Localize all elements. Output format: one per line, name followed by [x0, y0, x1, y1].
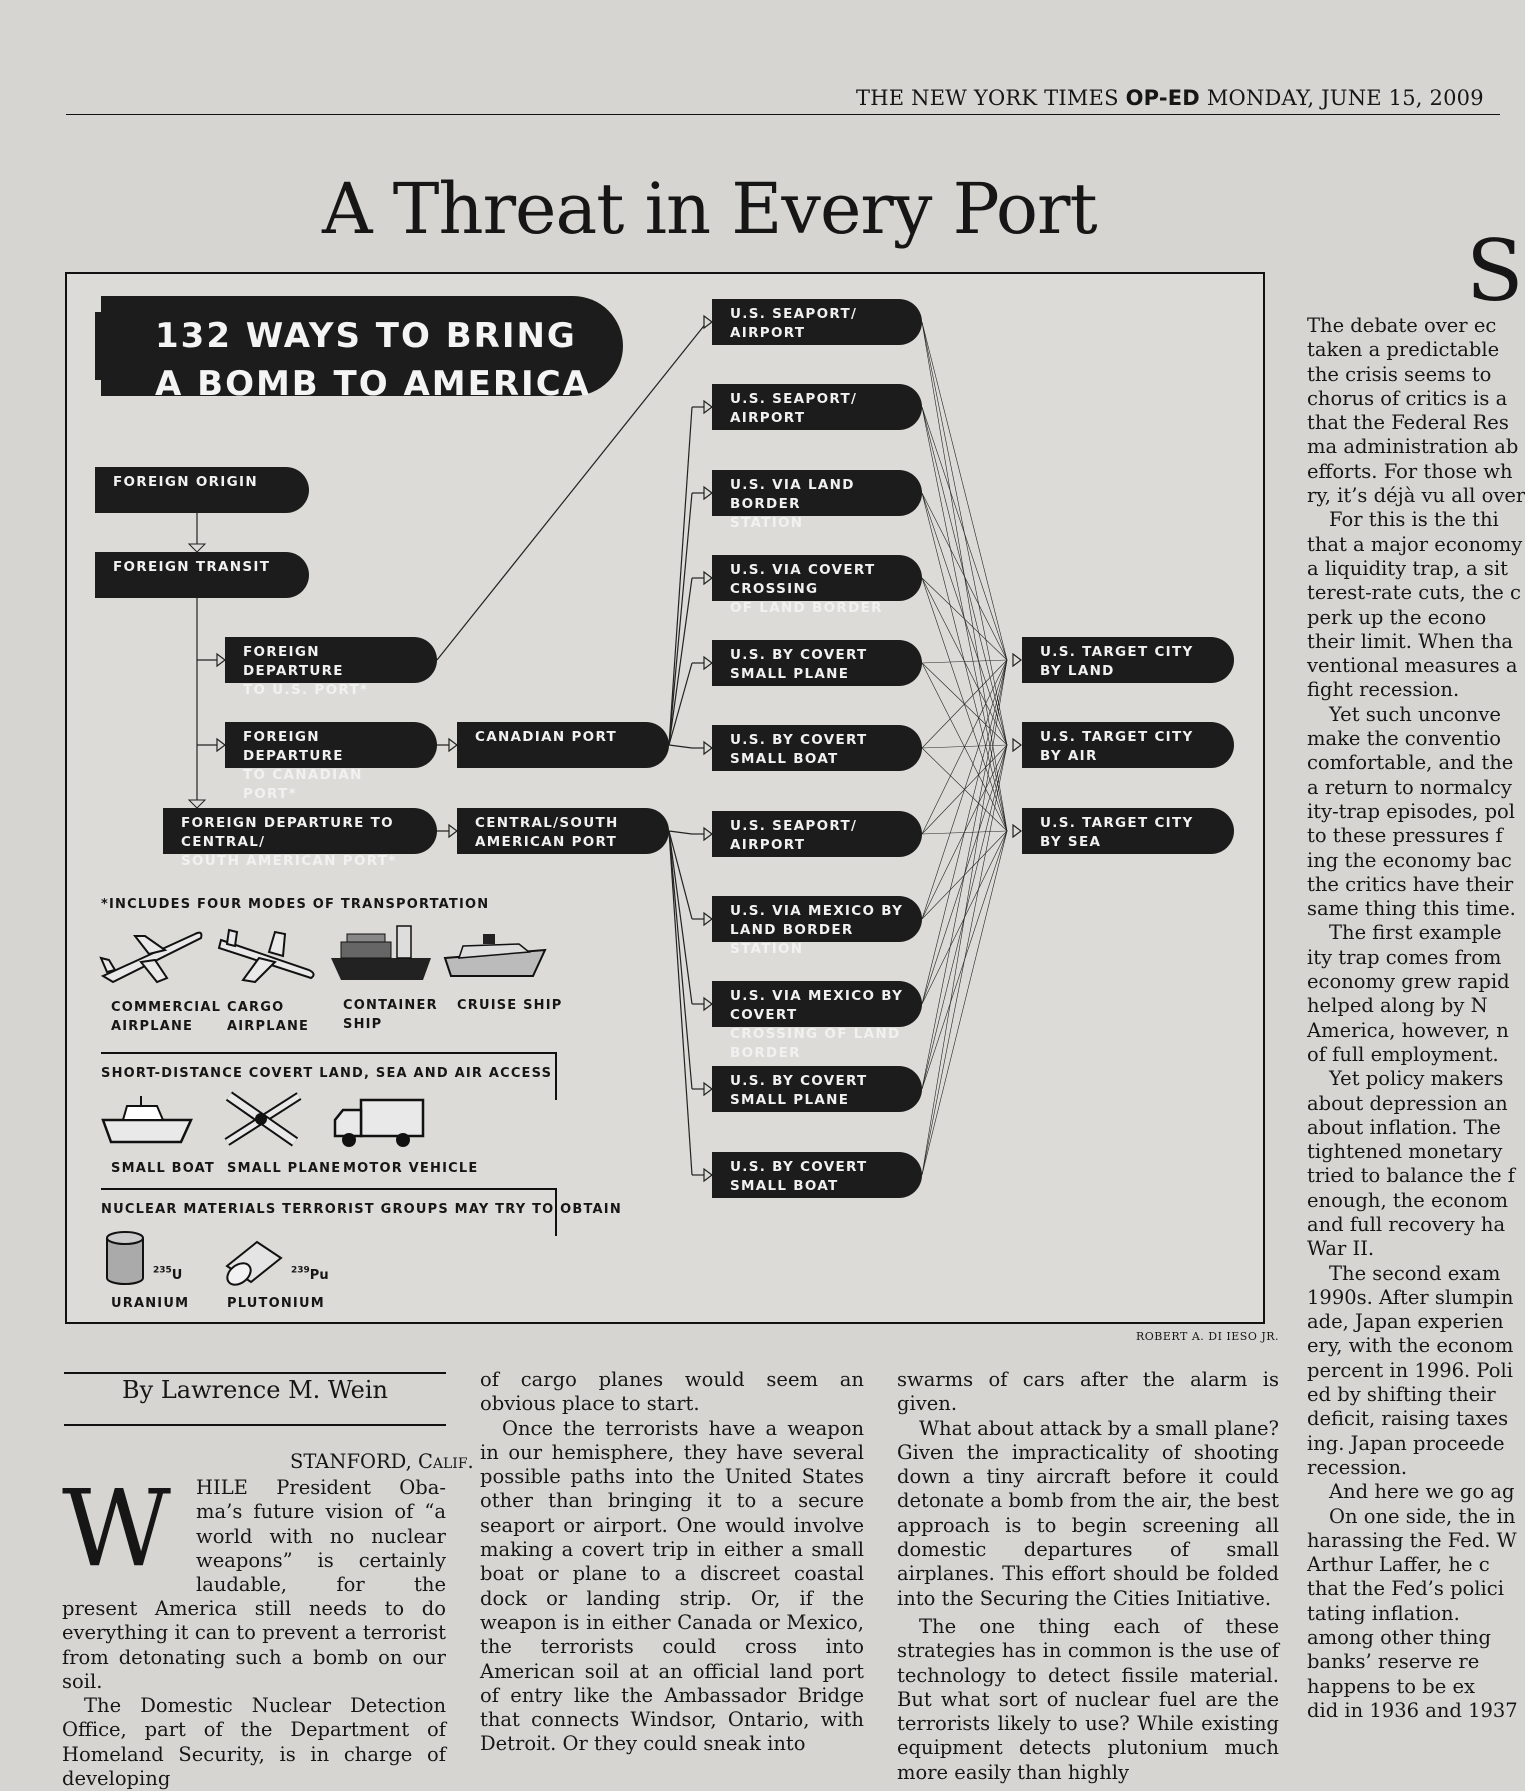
connector-line — [669, 831, 692, 1175]
adjacent-line: For this is the thi — [1329, 508, 1499, 532]
connector-line — [922, 660, 1007, 1089]
uranium-symbol: U — [171, 1268, 183, 1283]
small-boat-icon — [101, 1094, 193, 1146]
connector-line — [922, 493, 1007, 660]
connector-line — [922, 578, 1007, 831]
adjacent-line: perk up the econo — [1307, 605, 1487, 629]
legend-title: *INCLUDES FOUR MODES OF TRANSPORTATION — [101, 897, 490, 912]
adjacent-line: Yet policy makers — [1329, 1067, 1504, 1091]
arrowhead — [449, 825, 457, 837]
masthead-text — [856, 86, 1484, 110]
short-label-vehicle: MOTOR VEHICLE — [343, 1161, 479, 1176]
connector-line — [669, 745, 692, 748]
adjacent-line: terest-rate cuts, the c — [1307, 581, 1521, 605]
arrowhead — [704, 913, 712, 925]
arrowhead — [704, 401, 712, 413]
connector-line — [669, 578, 692, 745]
adjacent-line: banks’ reserve re — [1307, 1650, 1480, 1674]
connector-line — [922, 660, 1007, 1175]
connector-line — [922, 831, 1007, 1175]
arrowhead — [704, 998, 712, 1010]
short-label-boat: SMALL BOAT — [111, 1161, 215, 1176]
issue-date: MONDAY, JUNE 15, 2009 — [1206, 86, 1484, 110]
node-entry-point: U.S. SEAPORT/ AIRPORT — [712, 384, 922, 430]
adjacent-line: recession. — [1307, 1455, 1408, 1479]
arrowhead — [704, 1169, 712, 1181]
node-foreign-transit: FOREIGN TRANSIT — [95, 552, 309, 598]
adjacent-line: tating inflation. — [1307, 1601, 1460, 1625]
adjacent-line: that a major economy — [1307, 532, 1523, 556]
node-entry-point: U.S. SEAPORT/ AIRPORT — [712, 299, 922, 345]
container-ship-icon — [329, 920, 433, 984]
lead-line: HILE President Oba- — [196, 1476, 446, 1499]
adjacent-line: the crisis seems to — [1307, 362, 1492, 386]
adjacent-line: On one side, the in — [1329, 1504, 1516, 1528]
lead-line: laudable, for the — [196, 1573, 446, 1597]
adjacent-line: taken a predictable — [1307, 338, 1500, 362]
connector-line — [669, 831, 692, 834]
adjacent-line: same thing this time. — [1307, 897, 1516, 921]
dateline: STANFORD, Calif. — [290, 1450, 474, 1473]
adjacent-line: ventional measures a — [1307, 654, 1518, 678]
lead-line: world with no nuclear — [196, 1524, 446, 1548]
adjacent-line: helped along by N — [1307, 994, 1488, 1018]
adjacent-line: ry, it’s déjà vu all over — [1307, 484, 1525, 508]
adjacent-line: ade, Japan experien — [1307, 1310, 1504, 1334]
motor-vehicle-icon — [331, 1096, 427, 1152]
paragraph: present America still needs to do everything it can to prevent a terrorist from detonating such a bomb on our soil. — [62, 1597, 446, 1693]
node-entry-point: U.S. VIA LAND BORDER STATION — [712, 470, 922, 516]
node-target-city: U.S. TARGET CITY BY AIR — [1022, 722, 1234, 768]
connector-line — [922, 660, 1007, 834]
plutonium-mass-number: 239 — [291, 1265, 310, 1276]
graphic-title: 132 WAYS TO BRING A BOMB TO AMERICA — [155, 316, 591, 404]
headline: A Threat in Every Port — [322, 168, 1097, 250]
masthead — [66, 82, 1500, 115]
node-target-city: U.S. TARGET CITY BY LAND — [1022, 637, 1234, 683]
adjacent-line: a liquidity trap, a sit — [1307, 556, 1508, 580]
arrowhead — [189, 800, 205, 808]
adjacent-line: tightened monetary — [1307, 1140, 1503, 1164]
legend-divider-2 — [101, 1188, 555, 1190]
node-foreign-origin: FOREIGN ORIGIN — [95, 467, 309, 513]
legend-divider-1 — [101, 1052, 555, 1054]
commercial-airplane-icon — [97, 926, 207, 986]
flow-graphic — [65, 272, 1265, 1324]
connector-line — [669, 407, 692, 745]
plutonium-symbol: Pu — [309, 1268, 329, 1283]
adjacent-line: ma administration ab — [1307, 435, 1519, 459]
mode-label-cruise: CRUISE SHIP — [457, 998, 563, 1013]
adjacent-line: that the Fed’s polici — [1307, 1577, 1504, 1601]
adjacent-line: ery, with the econom — [1307, 1334, 1514, 1358]
arrowhead — [704, 742, 712, 754]
connector-line — [669, 831, 692, 1004]
adjacent-line: War II. — [1307, 1237, 1375, 1261]
node-latam-port: CENTRAL/SOUTH AMERICAN PORT — [457, 808, 669, 854]
adjacent-line: ity-trap episodes, pol — [1307, 799, 1516, 823]
adjacent-line: the critics have their — [1307, 872, 1514, 896]
adjacent-line: and full recovery ha — [1307, 1212, 1506, 1236]
node-departure-us: FOREIGN DEPARTURE TO U.S. PORT* — [225, 637, 437, 683]
node-departure-latam: FOREIGN DEPARTURE TO CENTRAL/ SOUTH AMERICAN PORT* — [163, 808, 437, 854]
adjacent-line: that the Federal Res — [1307, 411, 1509, 435]
small-plane-icon — [215, 1086, 311, 1152]
connector-line — [922, 578, 1007, 660]
arrowhead — [704, 828, 712, 840]
adjacent-line: happens to be ex — [1307, 1674, 1475, 1698]
column-1 — [62, 1597, 446, 1791]
adjacent-line: America, however, n — [1307, 1018, 1509, 1042]
mode-label-container: CONTAINER SHIP — [343, 998, 438, 1032]
arrowhead — [704, 657, 712, 669]
adjacent-line: a return to normalcy — [1307, 775, 1512, 799]
connector-line — [922, 745, 1007, 1175]
adjacent-line: deficit, raising taxes — [1307, 1407, 1509, 1431]
column-2 — [480, 1368, 864, 1757]
connector-line — [922, 660, 1007, 1004]
paper-name: THE NEW YORK TIMES — [856, 86, 1119, 110]
node-entry-point: U.S. BY COVERT SMALL PLANE — [712, 1066, 922, 1112]
node-entry-point: U.S. SEAPORT/ AIRPORT — [712, 811, 922, 857]
adjacent-line: efforts. For those wh — [1307, 459, 1513, 483]
adjacent-line: And here we go ag — [1329, 1480, 1515, 1504]
adjacent-line: comfortable, and the — [1307, 751, 1514, 775]
node-entry-point: U.S. VIA MEXICO BY LAND BORDER STATION — [712, 896, 922, 942]
byline-rule-top — [64, 1372, 446, 1374]
material-label-plutonium: PLUTONIUM — [227, 1296, 325, 1311]
legend-divider-1-tick — [555, 1052, 557, 1100]
adjacent-line: their limit. When tha — [1307, 629, 1514, 653]
plutonium-cylinder-icon — [217, 1236, 287, 1286]
graphic-credit: ROBERT A. DI IESO JR. — [1136, 1330, 1280, 1343]
connector-line — [922, 660, 1007, 748]
adjacent-line: among other thing — [1307, 1626, 1491, 1650]
column-3 — [897, 1368, 1279, 1785]
node-entry-point: U.S. BY COVERT SMALL BOAT — [712, 1152, 922, 1198]
section-name: OP-ED — [1125, 86, 1200, 110]
adjacent-line: tried to balance the f — [1307, 1164, 1515, 1188]
byline-rule-bottom — [64, 1424, 446, 1426]
adjacent-line: ity trap comes from — [1307, 945, 1502, 969]
cargo-airplane-icon — [213, 926, 323, 986]
adjacent-line: percent in 1996. Poli — [1307, 1358, 1513, 1382]
lead-line: weapons” is certainly — [196, 1548, 446, 1572]
cruise-ship-icon — [443, 928, 547, 982]
adjacent-article-column — [1307, 314, 1525, 1723]
short-label-plane: SMALL PLANE — [227, 1161, 342, 1176]
adjacent-line: Arthur Laffer, he c — [1307, 1553, 1490, 1577]
short-access-title: SHORT-DISTANCE COVERT LAND, SEA AND AIR ACCESS — [101, 1066, 553, 1081]
adjacent-line: ing. Japan proceede — [1307, 1431, 1505, 1455]
node-target-city: U.S. TARGET CITY BY SEA — [1022, 808, 1234, 854]
paragraph: The Domestic Nuclear Detection Office, part of the Department of Homeland Security, is in charge of developing — [62, 1694, 446, 1791]
uranium-mass-number: 235 — [153, 1265, 172, 1276]
adjacent-line: fight recession. — [1307, 678, 1460, 702]
adjacent-line: 1990s. After slumpin — [1307, 1285, 1514, 1309]
adjacent-line: economy grew rapid — [1307, 970, 1510, 994]
adjacent-line: enough, the econom — [1307, 1188, 1508, 1212]
node-entry-point: U.S. VIA MEXICO BY COVERT CROSSING OF LAND BORDER — [712, 981, 922, 1027]
arrowhead — [704, 1083, 712, 1095]
adjacent-line: chorus of critics is a — [1307, 386, 1508, 410]
adjacent-dropcap: S — [1466, 222, 1524, 320]
dropcap: W — [62, 1467, 171, 1590]
adjacent-line: The debate over ec — [1307, 314, 1497, 337]
arrowhead — [1013, 825, 1021, 837]
adjacent-line: ing the economy bac — [1307, 848, 1512, 872]
mode-label-commercial: COMMERCIAL AIRPLANE — [111, 1000, 222, 1034]
materials-title: NUCLEAR MATERIALS TERRORIST GROUPS MAY TRY TO OBTAIN — [101, 1202, 622, 1217]
adjacent-line: The first example — [1329, 921, 1502, 945]
adjacent-line: did in 1936 and 1937 — [1307, 1698, 1518, 1722]
uranium-cylinder-icon — [103, 1230, 147, 1286]
paragraph: of cargo planes would seem an obvious place to start. — [480, 1368, 864, 1416]
byline: By Lawrence M. Wein — [122, 1376, 388, 1404]
arrowhead — [704, 487, 712, 499]
arrowhead — [1013, 654, 1021, 666]
adjacent-line: make the conventio — [1307, 727, 1501, 751]
adjacent-line: ed by shifting their — [1307, 1383, 1496, 1407]
adjacent-line: to these pressures f — [1307, 824, 1503, 848]
node-canadian-port: CANADIAN PORT — [457, 722, 669, 768]
plutonium-isotope — [291, 1264, 329, 1283]
uranium-isotope — [153, 1264, 182, 1283]
paragraph: swarms of cars after the alarm is given. — [897, 1368, 1279, 1416]
arrowhead — [217, 654, 225, 666]
paragraph: What about attack by a small plane? Given the impracticality of shooting down a tiny aircraft before it could detonate a bomb from the air, the best approach is to begin screening all domestic departures of small airplanes. This effort should be folded into the Securing the Cities Initiative. — [897, 1416, 1279, 1610]
node-entry-point: U.S. BY COVERT SMALL BOAT — [712, 725, 922, 771]
node-entry-point: U.S. BY COVERT SMALL PLANE — [712, 640, 922, 686]
connector-line — [922, 407, 1007, 660]
adjacent-line: harassing the Fed. W — [1307, 1528, 1517, 1552]
connector-line — [669, 831, 692, 1089]
lead-line: ma’s future vision of “a — [196, 1500, 446, 1524]
adjacent-line: about depression an — [1307, 1091, 1508, 1115]
mode-label-cargo: CARGO AIRPLANE — [227, 1000, 310, 1034]
paragraph: Once the terrorists have a weapon in our hemisphere, they have several possible paths into the United States other than bringing it to a secure seaport or airport. One would involve making a covert trip in either a small boat or plane to a discreet coastal dock or landing strip. Or, if the weapon is in either Canada or Mexico, the terrorists could cross into American soil at an official land port of entry like the Ambassador Bridge that connects Windsor, Ontario, with Detroit. Or they could sneak into — [480, 1416, 864, 1756]
connector-line — [922, 660, 1007, 919]
arrowhead — [449, 739, 457, 751]
adjacent-line: about inflation. The — [1307, 1115, 1501, 1139]
arrowhead — [704, 572, 712, 584]
arrowhead — [189, 544, 205, 552]
connector-line — [669, 493, 692, 745]
column-1-lead — [196, 1476, 446, 1597]
material-label-uranium: URANIUM — [111, 1296, 190, 1311]
paragraph: The one thing each of these strategies has in common is the use of technology to detect fissile material. But what sort of nuclear fuel are the terrorists likely to use? While existing equipment detects plutonium much more easily than highly — [897, 1614, 1279, 1784]
adjacent-line: The second exam — [1329, 1261, 1501, 1285]
node-entry-point: U.S. VIA COVERT CROSSING OF LAND BORDER — [712, 555, 922, 601]
arrowhead — [704, 316, 712, 328]
connector-line — [922, 322, 1007, 660]
graphic-title-banner — [95, 296, 623, 404]
arrowhead — [217, 739, 225, 751]
node-departure-canada: FOREIGN DEPARTURE TO CANADIAN PORT* — [225, 722, 437, 768]
adjacent-line: of full employment. — [1307, 1042, 1499, 1066]
arrowhead — [1013, 739, 1021, 751]
adjacent-line: Yet such unconve — [1329, 702, 1501, 726]
